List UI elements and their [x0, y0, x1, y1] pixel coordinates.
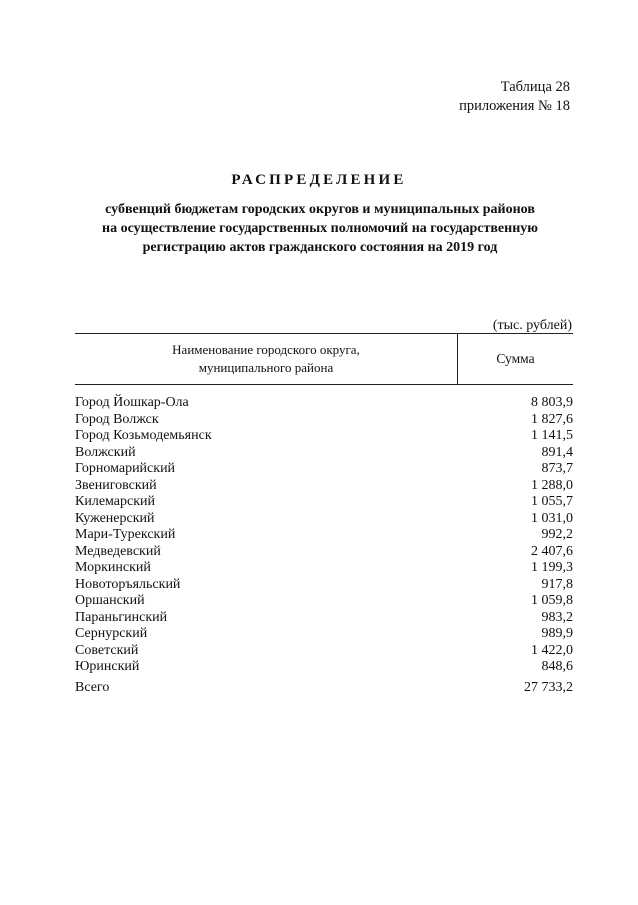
row-value: 1 141,5: [531, 428, 573, 443]
row-value: 1 031,0: [531, 510, 573, 526]
table-header: [75, 333, 573, 385]
table-row: [75, 527, 573, 544]
row-name: Килемарский: [75, 494, 156, 509]
total-value: 27 733,2: [524, 679, 573, 695]
row-value: 989,9: [541, 626, 573, 641]
row-value: 1 199,3: [531, 560, 573, 575]
row-name: Звениговский: [75, 477, 157, 493]
appendix-number: приложения № 18: [459, 98, 570, 114]
table-row: [75, 643, 573, 660]
table-reference: [459, 78, 570, 116]
table-row: [75, 659, 573, 676]
table-row: [75, 445, 573, 462]
row-value: 2 407,6: [531, 543, 573, 559]
row-name: Юринский: [75, 659, 140, 674]
row-name: Сернурский: [75, 626, 148, 641]
table-row: [75, 511, 573, 528]
table-row: [75, 395, 573, 412]
total-label: Всего: [75, 679, 110, 695]
table-number: Таблица 28: [500, 79, 570, 95]
table-row: [75, 412, 573, 429]
subtitle-line-2: на осуществление государственных полномочий на государственную: [102, 221, 538, 236]
allocation-table: [75, 333, 573, 696]
row-value: 1 422,0: [531, 642, 573, 658]
row-value: 8 803,9: [531, 395, 573, 410]
column-header-sum: Сумма: [496, 351, 535, 366]
row-name: Моркинский: [75, 560, 151, 575]
table-row: [75, 461, 573, 478]
table-row: [75, 593, 573, 610]
units-label: (тыс. рублей): [492, 318, 572, 333]
table-body: [75, 385, 573, 676]
row-value: 1 827,6: [531, 411, 573, 427]
column-header-name: [75, 334, 458, 384]
column-header-name-line-2: муниципального района: [198, 360, 334, 375]
row-name: Советский: [75, 642, 139, 658]
row-value: 1 055,7: [531, 494, 573, 509]
row-name: Оршанский: [75, 593, 145, 608]
row-value: 917,8: [541, 576, 573, 592]
table-row: [75, 560, 573, 577]
row-value: 848,6: [541, 659, 573, 674]
table-row: [75, 577, 573, 594]
row-value: 1 059,8: [531, 593, 573, 608]
document-title: РАСПРЕДЕЛЕНИЕ: [231, 172, 407, 188]
row-name: Город Козьмодемьянск: [75, 428, 212, 443]
table-row: [75, 428, 573, 445]
row-name: Параньгинский: [75, 609, 168, 625]
row-value: 992,2: [541, 527, 573, 542]
document-subtitle: [70, 200, 570, 257]
row-name: Горномарийский: [75, 461, 176, 476]
row-name: Куженерский: [75, 510, 155, 526]
row-name: Новоторъяльский: [75, 576, 181, 592]
row-value: 891,4: [541, 444, 573, 460]
row-value: 1 288,0: [531, 477, 573, 493]
column-header-name-line-1: Наименование городского округа,: [172, 342, 360, 357]
total-row: [75, 680, 573, 697]
subtitle-line-1: субвенций бюджетам городских округов и муниципальных районов: [105, 202, 535, 217]
row-name: Город Йошкар-Ола: [75, 395, 189, 410]
subtitle-line-3: регистрацию актов гражданского состояния на 2019 год: [142, 240, 498, 255]
table-row: [75, 626, 573, 643]
table-row: [75, 610, 573, 627]
row-name: Мари-Турекский: [75, 527, 176, 542]
row-value: 983,2: [541, 609, 573, 625]
row-name: Медведевский: [75, 543, 161, 559]
row-name: Город Волжск: [75, 411, 159, 427]
row-name: Волжский: [75, 444, 136, 460]
row-value: 873,7: [541, 461, 573, 476]
table-row: [75, 494, 573, 511]
table-row: [75, 478, 573, 495]
table-row: [75, 544, 573, 561]
